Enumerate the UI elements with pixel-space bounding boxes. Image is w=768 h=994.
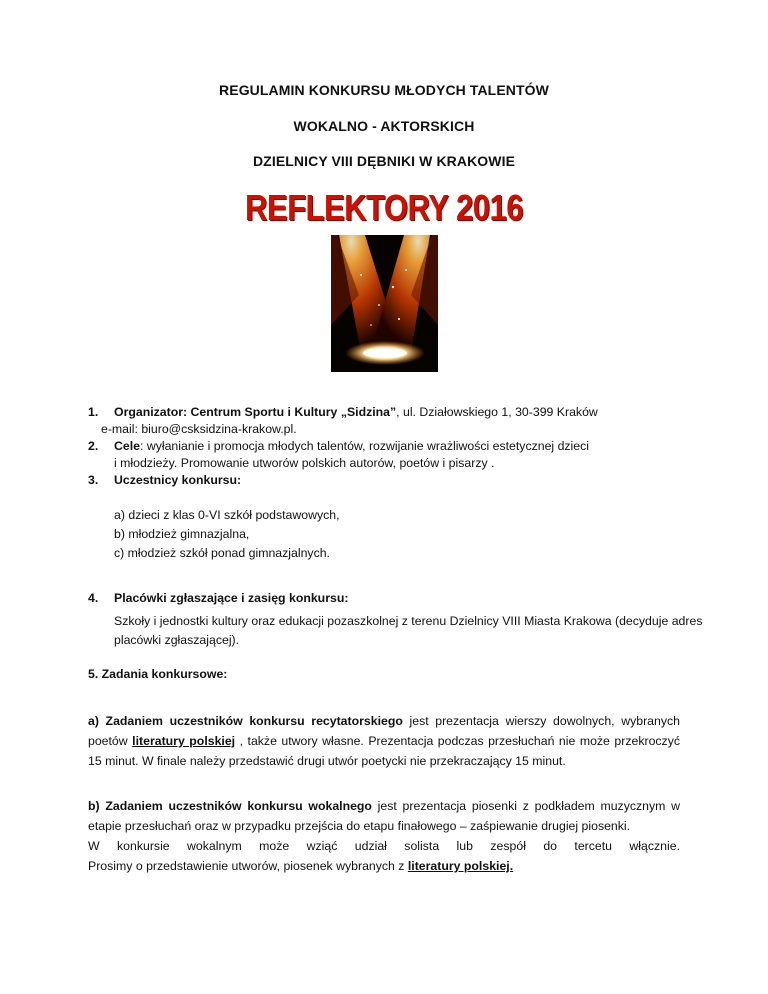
event-title: REFLEKTORY 2016 (245, 186, 523, 229)
task-vocal-line2: W konkursie wokalnym może wziąć udział solista lub zespół do tercetu włącznie. (88, 839, 680, 853)
task-recitation-text-end: , także utwory własne. Prezentacja podczas przesłuchań nie może przekroczyć 15 minut. W finale należy przedstawić drugi utwór poetycki nie przekraczający 15 minut. (88, 734, 680, 768)
doc-heading-line2: WOKALNO - AKTORSKICH (293, 118, 475, 134)
participant-item: c) młodzież szkół ponad gimnazjalnych. (114, 546, 330, 560)
list-number: 2. (88, 439, 99, 453)
task-recitation-paragraph (88, 711, 680, 771)
task-vocal-lead: b) Zadaniem uczestników konkursu wokalnego (88, 799, 372, 813)
organizer-address: , ul. Działowskiego 1, 30-399 Kraków (396, 405, 598, 419)
organizer-label: Organizator: Centrum Sportu i Kultury „Sidzina” (114, 405, 397, 419)
goals-label: Cele (114, 439, 140, 453)
task-vocal-paragraph (88, 796, 680, 876)
organizer-email: e-mail: biuro@csksidzina-krakow.pl. (101, 422, 297, 436)
spotlight-stage-image (331, 235, 438, 372)
task-recitation-text: jest prezentacja wierszy dowolnych, wybranych poetów (88, 714, 680, 748)
goals-text: : wyłanianie i promocja młodych talentów, rozwijanie wrażliwości estetycznej dzieci (139, 439, 590, 453)
participant-item: a) dzieci z klas 0-VI szkół podstawowych, (114, 508, 340, 522)
section-5-title: 5. Zadania konkursowe: (88, 667, 228, 681)
participants-list (114, 506, 340, 563)
list-number: 3. (88, 473, 99, 487)
doc-heading-line1: REGULAMIN KONKURSU MŁODYCH TALENTÓW (219, 82, 549, 98)
participants-label: Uczestnicy konkursu: (114, 473, 242, 487)
institutions-text: Szkoły i jednostki kultury oraz edukacji pozaszkolnej z terenu Dzielnicy VIII Miasta Krakowa (decyduje adres placówki zgłaszającej). (114, 614, 703, 647)
participant-item: b) młodzież gimnazjalna, (114, 527, 250, 541)
list-item-organizer (88, 404, 708, 438)
goals-text-continued: i młodzieży. Promowanie utworów polskich autorów, poetów i pisarzy . (114, 456, 495, 470)
task-recitation-lead: a) Zadaniem uczestników konkursu recytatorskiego (88, 714, 403, 728)
polish-literature-emphasis: literatury polskiej. (407, 859, 514, 873)
task-vocal-line3: Prosimy o przedstawienie utworów, piosenek wybranych z (88, 859, 408, 873)
list-item-participants (88, 472, 708, 489)
task-vocal-text: jest prezentacja piosenki z podkładem muzycznym w etapie przesłuchań oraz w przypadku przejścia do etapu finałowego – zaśpiewanie drugiej piosenki. (88, 799, 680, 833)
doc-heading-line3: DZIELNICY VIII DĘBNIKI W KRAKOWIE (252, 153, 516, 169)
list-number: 1. (88, 405, 99, 419)
numbered-list (88, 404, 708, 489)
polish-literature-emphasis: literatury polskiej (132, 734, 236, 748)
list-item-goals (88, 438, 708, 472)
list-number: 4. (88, 591, 99, 605)
institutions-label: Placówki zgłaszające i zasięg konkursu: (114, 591, 349, 605)
